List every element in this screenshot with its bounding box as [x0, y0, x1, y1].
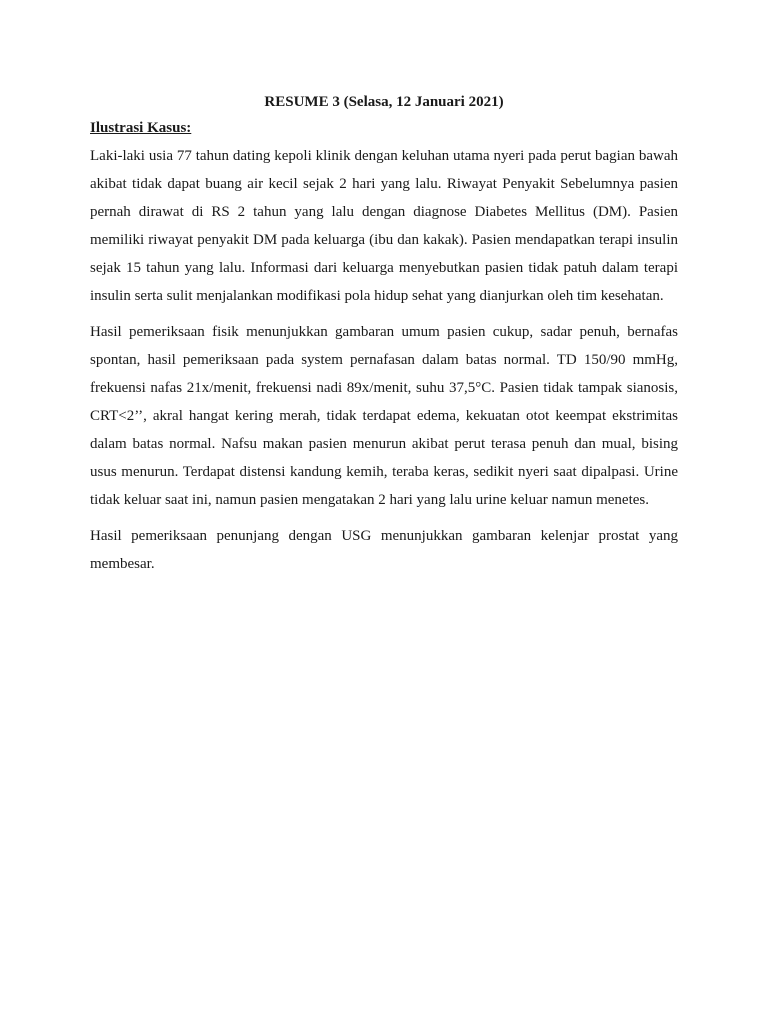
- case-paragraph-examination: Hasil pemeriksaan fisik menunjukkan gambaran umum pasien cukup, sadar penuh, bernafas spontan, hasil pemeriksaan pada system pernafasan dalam batas normal. TD 150/90 mmHg, frekuensi nafas 21x/menit, frekuensi nadi 89x/menit, suhu 37,5°C. Pasien tidak tampak sianosis, CRT<2’’, akral hangat kering merah, tidak terdapat edema, kekuatan otot keempat ekstrimitas dalam batas normal. Nafsu makan pasien menurun akibat perut terasa penuh dan mual, bising usus menurun. Terdapat distensi kandung kemih, teraba keras, sedikit nyeri saat dipalpasi. Urine tidak keluar saat ini, namun pasien mengatakan 2 hari yang lalu urine keluar namun menetes.: [90, 324, 678, 508]
- case-paragraph-history: Laki-laki usia 77 tahun dating kepoli klinik dengan keluhan utama nyeri pada perut bagian bawah akibat tidak dapat buang air kecil sejak 2 hari yang lalu. Riwayat Penyakit Sebelumnya pasien pernah dirawat di RS 2 tahun yang lalu dengan diagnose Diabetes Mellitus (DM). Pasien memiliki riwayat penyakit DM pada keluarga (ibu dan kakak). Pasien mendapatkan terapi insulin sejak 15 tahun yang lalu. Informasi dari keluarga menyebutkan pasien tidak patuh dalam terapi insulin serta sulit menjalankan modifikasi pola hidup sehat yang dianjurkan oleh tim kesehatan.: [90, 148, 678, 304]
- document-title: RESUME 3 (Selasa, 12 Januari 2021): [264, 94, 504, 110]
- section-heading: Ilustrasi Kasus:: [90, 120, 192, 136]
- case-paragraph-supporting-exam: Hasil pemeriksaan penunjang dengan USG menunjukkan gambaran kelenjar prostat yang membesar.: [90, 528, 678, 572]
- document-page: [90, 92, 678, 586]
